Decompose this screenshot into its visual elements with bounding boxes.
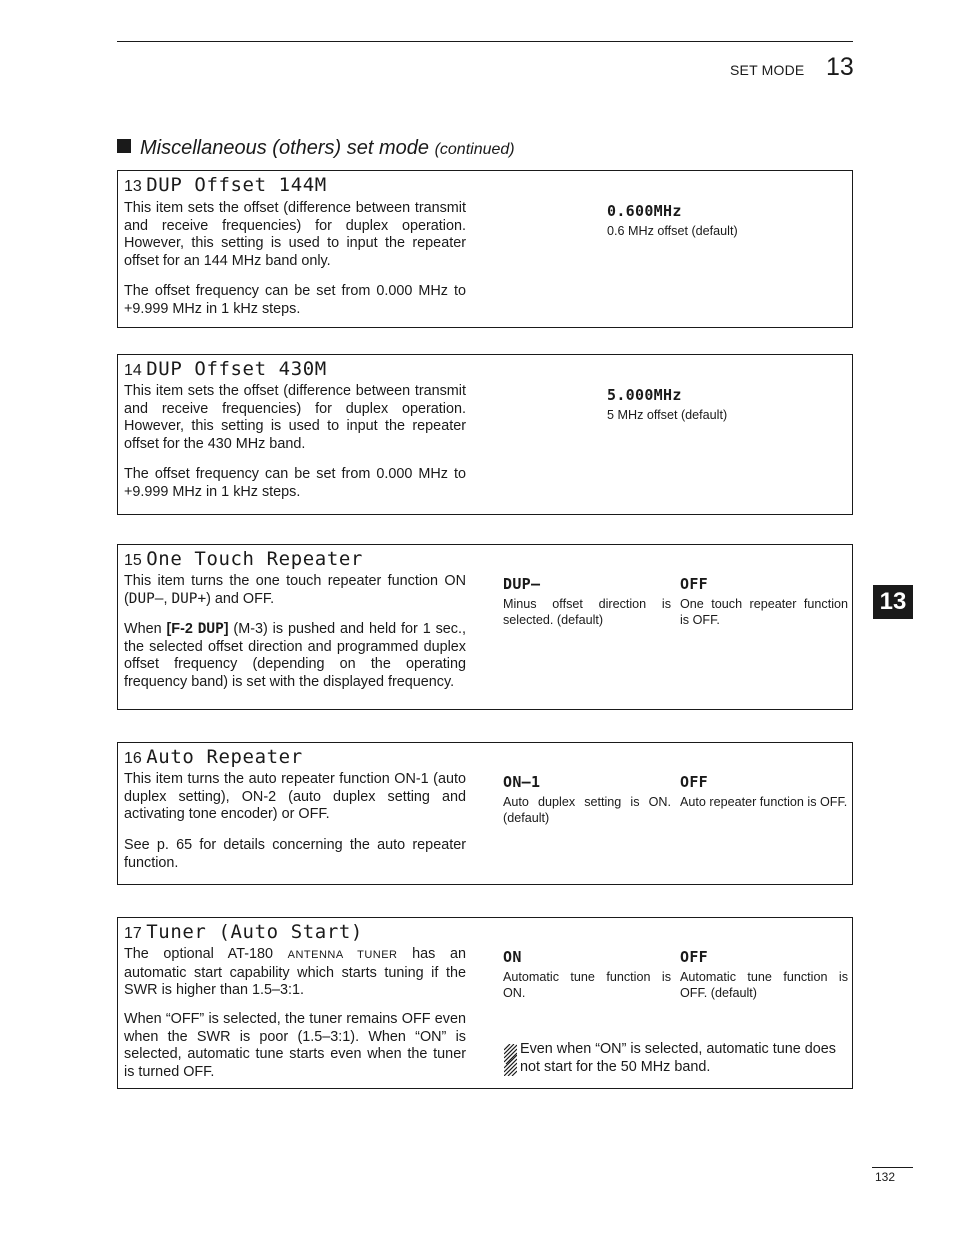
section-title-text: Miscellaneous (others) set mode [140,137,430,159]
option [607,386,847,423]
item-description: See p. 65 for details concerning the auto repeater function. [124,837,466,871]
option-description: 0.6 MHz offset (default) [607,224,738,238]
option-description: Automatic tune function is ON. [503,970,671,1000]
item-description: This item sets the offset (difference between transmit and receive frequencies) for duplex operation. However, this setting is used to input the repeater offset for the 430 MHz band. [124,383,466,452]
item-16-box [117,742,853,885]
section-title [117,137,515,160]
option-value: OFF [680,948,708,966]
option-description: Automatic tune function is OFF. (default) [680,970,848,1000]
option-description: Auto duplex setting is ON. (default) [503,795,671,825]
item-description: The offset frequency can be set from 0.000 MHz to +9.999 MHz in 1 kHz steps. [124,283,466,317]
option [607,202,847,239]
text-run: This item turns the one touch repeater function ON ( [124,573,466,607]
small-caps-text: ANTENNA TUNER [287,949,398,961]
item-16-heading [124,746,303,768]
square-bullet-icon [117,139,131,153]
item-17-box [117,917,853,1089]
option-value: 0.600MHz [607,202,682,220]
option-description: 5 MHz offset (default) [607,408,728,422]
option-value: ON [503,948,522,966]
option-value: DUP– [503,575,541,593]
item-title: DUP Offset 144M [146,174,327,196]
option [680,948,848,1001]
item-title: DUP Offset 430M [146,358,327,380]
option [503,575,671,628]
item-15-heading [124,548,363,570]
item-14-box [117,354,853,515]
lcd-text: DUP [197,621,224,637]
option [503,773,671,826]
item-number: 17 [124,925,142,942]
text-run: The optional AT-180 [124,946,288,962]
item-description: When “OFF” is selected, the tuner remains OFF even when the SWR is poor (1.5–3:1). When “ON” is selected, automatic tune starts even when the tuner is turned OFF. [124,1011,466,1080]
option-description: Auto repeater function is OFF. [680,795,848,809]
chapter-side-tab: 13 [873,585,913,619]
option-value: ON–1 [503,773,541,791]
note [504,1040,846,1076]
option-description: Minus offset direction is selected. (default) [503,597,671,627]
lcd-text: DUP+ [171,590,207,607]
option-value: 5.000MHz [607,386,682,404]
item-15-box [117,544,853,710]
header-rule [117,41,853,42]
option [680,575,848,628]
item-description [124,946,466,1000]
footer-rule [872,1167,913,1168]
key-label [166,621,228,637]
item-13-heading [124,174,327,196]
item-title: Auto Repeater [146,746,303,768]
item-description [124,621,466,691]
item-description: This item sets the offset (difference between transmit and receive frequencies) for duplex operation. However, this setting is used to input the repeater offset for an 144 MHz band only. [124,200,466,269]
item-14-heading [124,358,327,380]
item-description: This item turns the auto repeater function ON-1 (auto duplex setting), ON-2 (auto duplex setting and activating tone encoder) or OFF. [124,771,466,823]
item-title: One Touch Repeater [146,548,363,570]
note-text: Even when “ON” is selected, automatic tune does not start for the 50 MHz band. [520,1041,836,1075]
page-number: 132 [875,1170,896,1184]
option [680,773,848,810]
item-title: Tuner (Auto Start) [146,921,363,943]
text-run: ) and OFF. [206,590,275,607]
header-chapter-number: 13 [826,53,854,81]
item-description: The offset frequency can be set from 0.000 MHz to +9.999 MHz in 1 kHz steps. [124,466,466,500]
item-17-heading [124,921,363,943]
header-label: SET MODE [730,62,805,78]
item-number: 16 [124,750,142,767]
note-hatch-icon [504,1044,517,1076]
key-text: ] [223,621,229,637]
section-continued: (continued) [434,141,515,158]
item-number: 13 [124,178,142,195]
text-run: (M-3) is pushed and held for 1 sec., the selected offset direction and programmed duplex offset frequency (depending on the operating frequency band) is set with the displayed frequency. [124,621,466,690]
item-13-box [117,170,853,328]
item-description [124,573,466,608]
option-value: OFF [680,575,708,593]
item-number: 14 [124,362,142,379]
text-run: has an automatic start capability which starts tuning if the SWR is higher than 1.5–3:1. [124,946,466,999]
text-run: When [124,621,167,637]
lcd-text: DUP– [128,590,164,607]
option-value: OFF [680,773,708,791]
option [503,948,671,1001]
item-number: 15 [124,552,142,569]
option-description: One touch repeater function is OFF. [680,597,848,627]
key-text: [F-2 [166,621,198,637]
text-run: , [163,590,172,607]
